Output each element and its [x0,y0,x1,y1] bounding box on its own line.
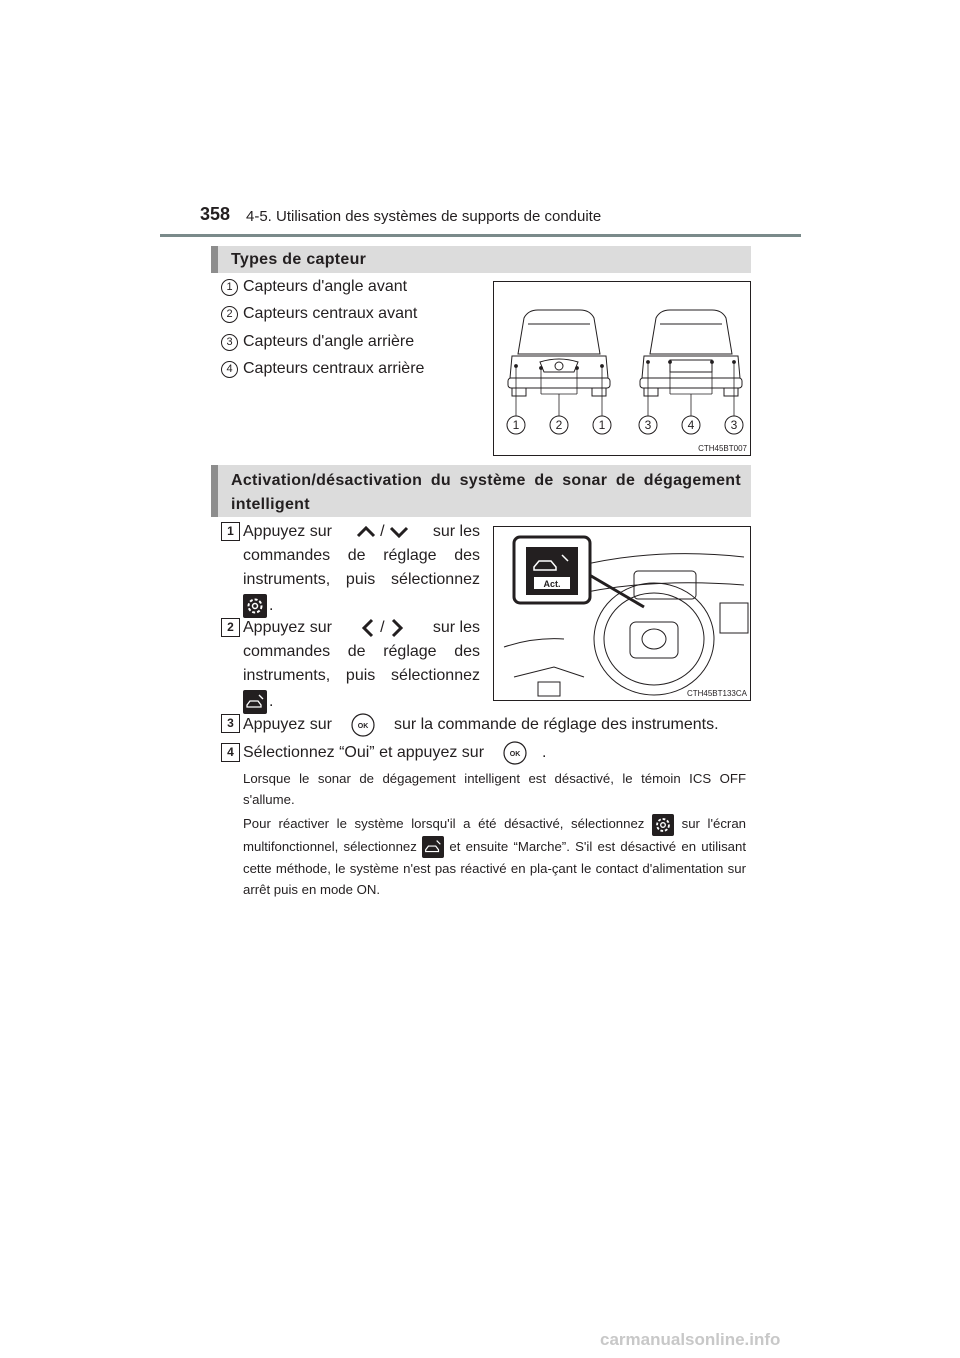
sensor-label-2: Capteurs centraux avant [243,305,418,322]
driving-assist-car-icon-inline [422,836,444,858]
figure-code-2: CTH45BT133CA [686,689,747,698]
step-3-text-a: Appuyez sur [243,716,332,733]
cockpit-illustration [494,527,750,700]
step-3 [243,712,748,738]
car-front-rear-illustration [494,282,750,455]
step-4-text-a: Sélectionnez “Oui” et appuyez sur [243,744,485,761]
section-heading-sensor-types: Types de capteur [211,246,751,273]
chevron-right-icon [390,617,404,639]
step-number-4: 4 [221,743,240,762]
ok-button-icon-2 [502,740,528,766]
chevron-up-icon [355,525,377,539]
step-1-separator: / [380,523,385,540]
ok-label: OK [357,723,369,730]
step-2-separator: / [380,619,385,636]
sensor-number-1: 1 [221,279,238,296]
step-4-text-b: . [542,744,547,761]
watermark: carmanualsonline.info [600,1330,781,1349]
sensor-location-figure [493,281,751,456]
step-number-1: 1 [221,522,240,541]
sensor-number-3: 3 [221,334,238,351]
step-1-line3: instruments, puis sélectionnez [243,571,480,588]
step-4 [243,740,748,766]
ok-label-2: OK [509,751,521,758]
callout-4-rear-center: 4 [687,418,695,432]
callout-2-front-center: 2 [555,418,563,432]
note2-text-b: sur l'écran multifonctionnel, sélectionnez [243,816,746,854]
step-1-line2: commandes de réglage des [243,547,480,564]
sensor-label-3: Capteurs d'angle arrière [243,333,415,350]
step-2-end: . [269,693,274,710]
step-2-text-a: Appuyez sur [243,619,332,636]
step-1-text-a: Appuyez sur [243,523,332,540]
callout-3-rear-right: 3 [730,418,738,432]
step-2-line2: commandes de réglage des [243,643,480,660]
note2-text-c: et ensuite “Marche”. S'il est désactivé en utilisant cette méthode, le système n'est pas réactivé en pla-çant le contact d'alimentation sur arrêt puis en mode ON. [243,838,747,898]
note2-text-a: Pour réactiver le système lorsqu'il a été désactivé, sélectionnez [243,816,645,831]
steering-wheel-figure [493,526,751,701]
callout-3-rear-left: 3 [644,418,652,432]
sensor-number-2: 2 [221,306,238,323]
page-number: 358 [200,204,231,224]
sensor-label-1: Capteurs d'angle avant [243,278,408,295]
chapter-title: 4-5. Utilisation des systèmes de supports de conduite [246,208,602,225]
chevron-down-icon [388,525,410,539]
note-reactivation [243,813,746,900]
step-2 [243,616,480,714]
step-1-end: . [269,597,274,614]
chevron-left-icon [361,617,375,639]
sensor-number-4: 4 [221,361,238,378]
step-1 [243,520,480,618]
step-number-3: 3 [221,714,240,733]
note-ics-off: Lorsque le sonar de dégagement intelligent est désactivé, le témoin ICS OFF s'allume. [243,771,746,807]
section-heading-activation: Activation/désactivation du système de sonar de dégagement intelligent [211,465,751,517]
sensor-label-4: Capteurs centraux arrière [243,360,425,377]
step-3-text-b: sur la commande de réglage des instruments. [393,716,719,733]
ok-button-icon [350,712,376,738]
step-2-text-b: sur les [432,619,480,636]
step-2-line3: instruments, puis sélectionnez [243,667,480,684]
header-rule [160,234,801,237]
step-number-2: 2 [221,618,240,637]
callout-1-front-left: 1 [512,418,520,432]
driving-assist-car-icon [243,690,267,714]
step-1-text-b: sur les [432,523,480,540]
callout-1-front-right: 1 [598,418,606,432]
inset-act-label: Act. [543,579,561,589]
gear-settings-icon-inline [652,814,674,836]
figure-code: CTH45BT007 [698,444,747,453]
gear-settings-icon [243,594,267,618]
